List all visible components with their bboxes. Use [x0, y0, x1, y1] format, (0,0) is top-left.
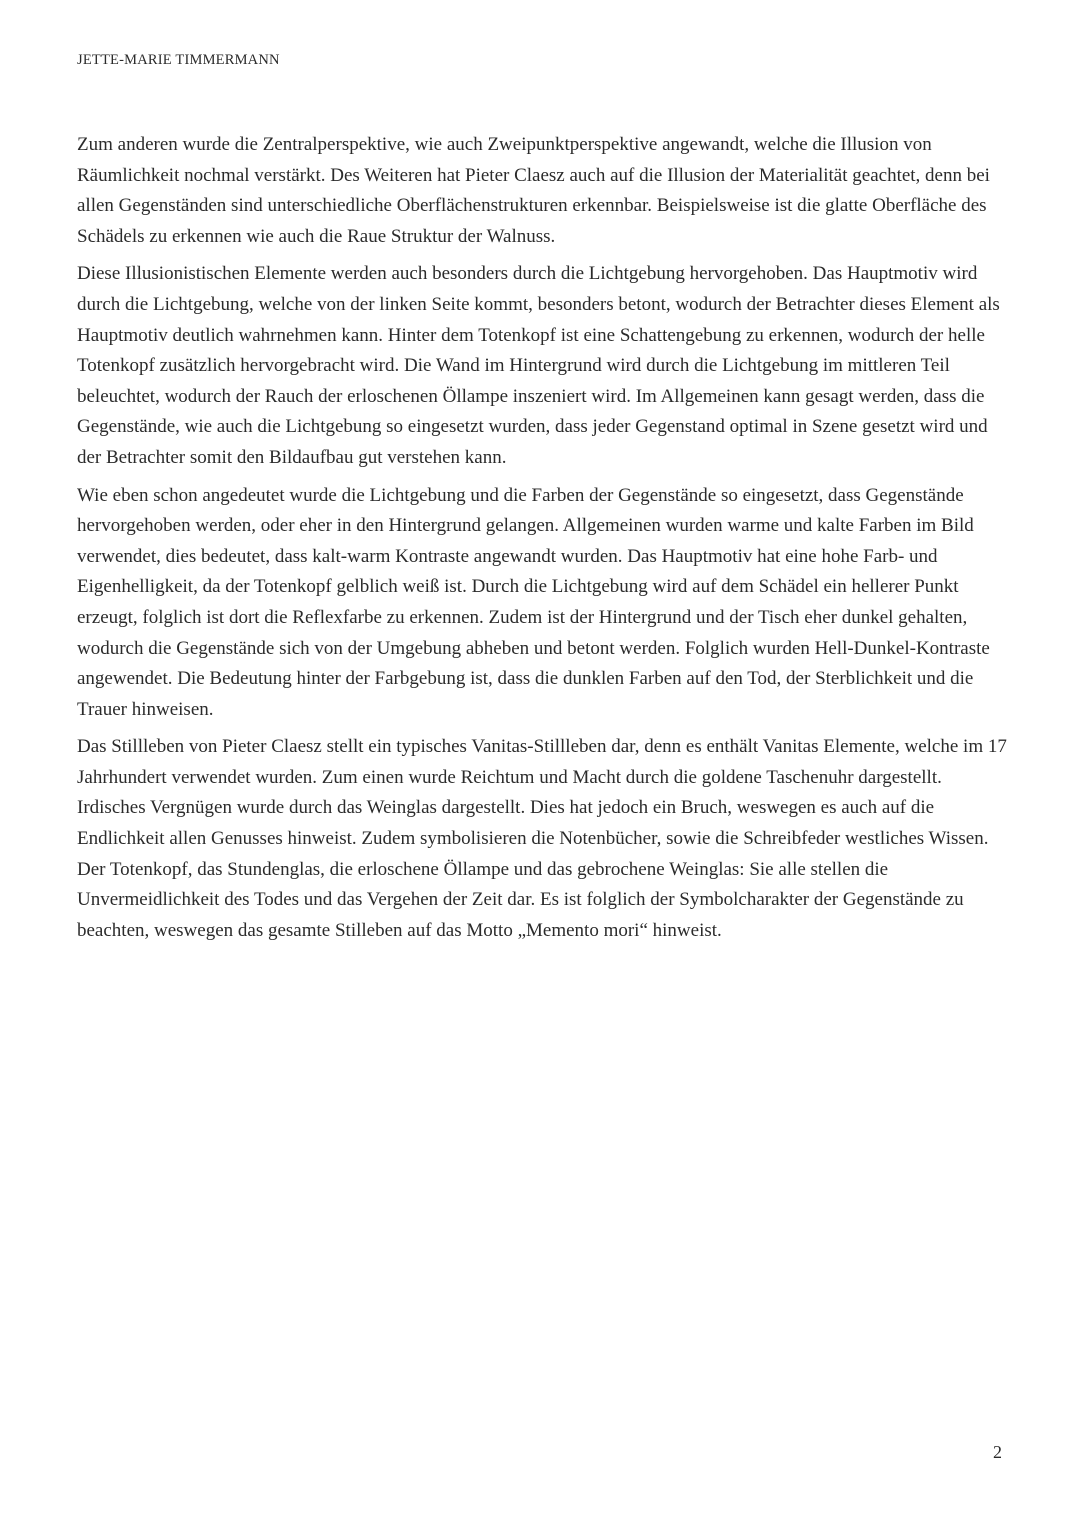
body-text — [77, 130, 1007, 953]
page-number: 2 — [993, 1442, 1002, 1462]
paragraph-colors: Wie eben schon angedeutet wurde die Lichtgebung und die Farben der Gegenstände so eingesetzt, dass Gegenstände hervorgehoben werden, oder eher in den Hintergrund gelangen. Allgemeinen wurden warme und kalte Farben im Bild verwendet, dies bedeutet, dass kalt-warm Kontraste angewandt wurden. Das Hauptmotiv hat eine hohe Farb- und Eigenhelligkeit, da der Totenkopf gelblich weiß ist. Durch die Lichtgebung wird auf dem Schädel ein hellerer Punkt erzeugt, folglich ist dort die Reflexfarbe zu erkennen. Zudem ist der Hintergrund und der Tisch eher dunkel gehalten, wodurch die Gegenstände sich von der Umgebung abheben und betont werden. Folglich wurden Hell-Dunkel-Kontraste angewendet. Die Bedeutung hinter der Farbgebung ist, dass die dunklen Farben auf den Tod, der Sterblichkeit und die Trauer hinweisen. — [77, 484, 990, 720]
paragraph-vanitas: Das Stillleben von Pieter Claesz stellt ein typisches Vanitas-Stillleben dar, denn es enthält Vanitas Elemente, welche im 17 Jahrhundert verwendet wurden. Zum einen wurde Reichtum und Macht durch die goldene Taschenuhr dargestellt. Irdisches Vergnügen wurde durch das Weinglas dargestellt. Dies hat jedoch ein Bruch, weswegen es auch auf die Endlichkeit allen Genusses hinweist. Zudem symbolisieren die Notenbücher, sowie die Schreibfeder westliches Wissen. Der Totenkopf, das Stundenglas, die erloschene Öllampe und das gebrochene Weinglas: Sie alle stellen die Unvermeidlichkeit des Todes und das Vergehen der Zeit dar. Es ist folglich der Symbolcharakter der Gegenstände zu beachten, weswegen das gesamte Stilleben auf das Motto „Memento mori“ hinweist. — [77, 736, 1007, 941]
paragraph-lighting: Diese Illusionistischen Elemente werden auch besonders durch die Lichtgebung hervorgehoben. Das Hauptmotiv wird durch die Lichtgebung, welche von der linken Seite kommt, besonders betont, wodurch der Betrachter dieses Element als Hauptmotiv deutlich wahrnehmen kann. Hinter dem Totenkopf ist eine Schattengebung zu erkennen, wodurch der helle Totenkopf zusätzlich hervorgebracht wird. Die Wand im Hintergrund wird durch die Lichtgebung im mittleren Teil beleuchtet, wodurch der Rauch der erloschenen Öllampe inszeniert wird. Im Allgemeinen kann gesagt werden, dass die Gegenstände, wie auch die Lichtgebung so eingesetzt wurden, dass jeder Gegenstand optimal in Szene gesetzt wird und der Betrachter somit den Bildaufbau gut verstehen kann. — [77, 263, 1000, 468]
author-header: JETTE-MARIE TIMMERMANN — [77, 52, 280, 68]
paragraph-perspective: Zum anderen wurde die Zentralperspektive, wie auch Zweipunktperspektive angewandt, welche die Illusion von Räumlichkeit nochmal verstärkt. Des Weiteren hat Pieter Claesz auch auf die Illusion der Materialität geachtet, denn bei allen Gegenständen sind unterschiedliche Oberflächenstrukturen erkennbar. Beispielsweise ist die glatte Oberfläche des Schädels zu erkennen wie auch die Raue Struktur der Walnuss. — [77, 134, 990, 247]
